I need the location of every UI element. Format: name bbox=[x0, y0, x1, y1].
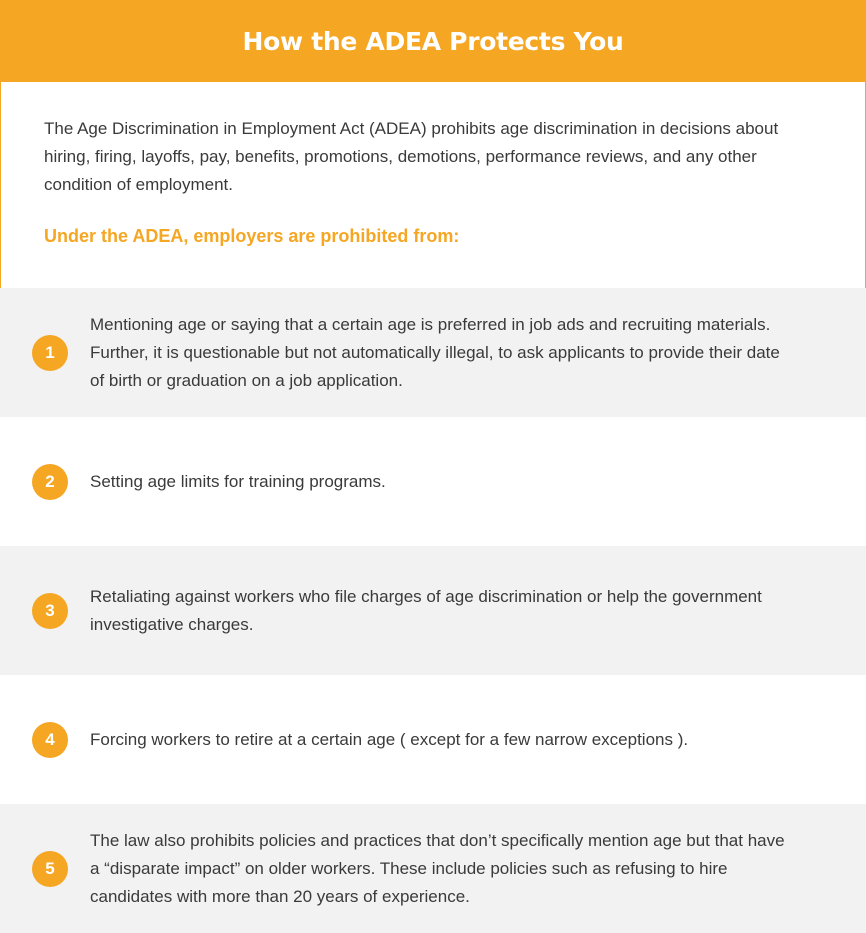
list-item bbox=[0, 804, 866, 933]
list-item-text: Setting age limits for training programs. bbox=[90, 471, 386, 491]
number-badge: 5 bbox=[32, 851, 68, 887]
intro-section bbox=[0, 82, 866, 288]
number-badge: 4 bbox=[32, 722, 68, 758]
number-badge: 2 bbox=[32, 464, 68, 500]
prohibited-subheading: Under the ADEA, employers are prohibited from: bbox=[44, 226, 460, 246]
list-item-text: Retaliating against workers who file charges of age discrimination or help the government investigative charges. bbox=[90, 586, 762, 634]
list-item-text: Forcing workers to retire at a certain age ( except for a few narrow exceptions ). bbox=[90, 729, 689, 749]
prohibited-list bbox=[0, 288, 866, 933]
header-banner bbox=[0, 0, 866, 82]
list-item bbox=[0, 675, 866, 804]
number-badge: 1 bbox=[32, 335, 68, 371]
list-item bbox=[0, 417, 866, 546]
list-item-text: Mentioning age or saying that a certain age is preferred in job ads and recruiting materials. Further, it is questionable but not automatically illegal, to ask applicants to provide their date of birth or graduation on a job application. bbox=[90, 314, 780, 390]
intro-paragraph: The Age Discrimination in Employment Act (ADEA) prohibits age discrimination in decisions about hiring, firing, layoffs, pay, benefits, promotions, demotions, performance reviews, and any other condition of employment. bbox=[44, 119, 779, 194]
list-item bbox=[0, 546, 866, 675]
page-title: How the ADEA Protects You bbox=[242, 26, 624, 56]
list-item-text: The law also prohibits policies and practices that don’t specifically mention age but that have a “disparate impact” on older workers. These include policies such as refusing to hire candidates with more than 20 years of experience. bbox=[90, 830, 785, 906]
number-badge: 3 bbox=[32, 593, 68, 629]
list-item bbox=[0, 288, 866, 417]
